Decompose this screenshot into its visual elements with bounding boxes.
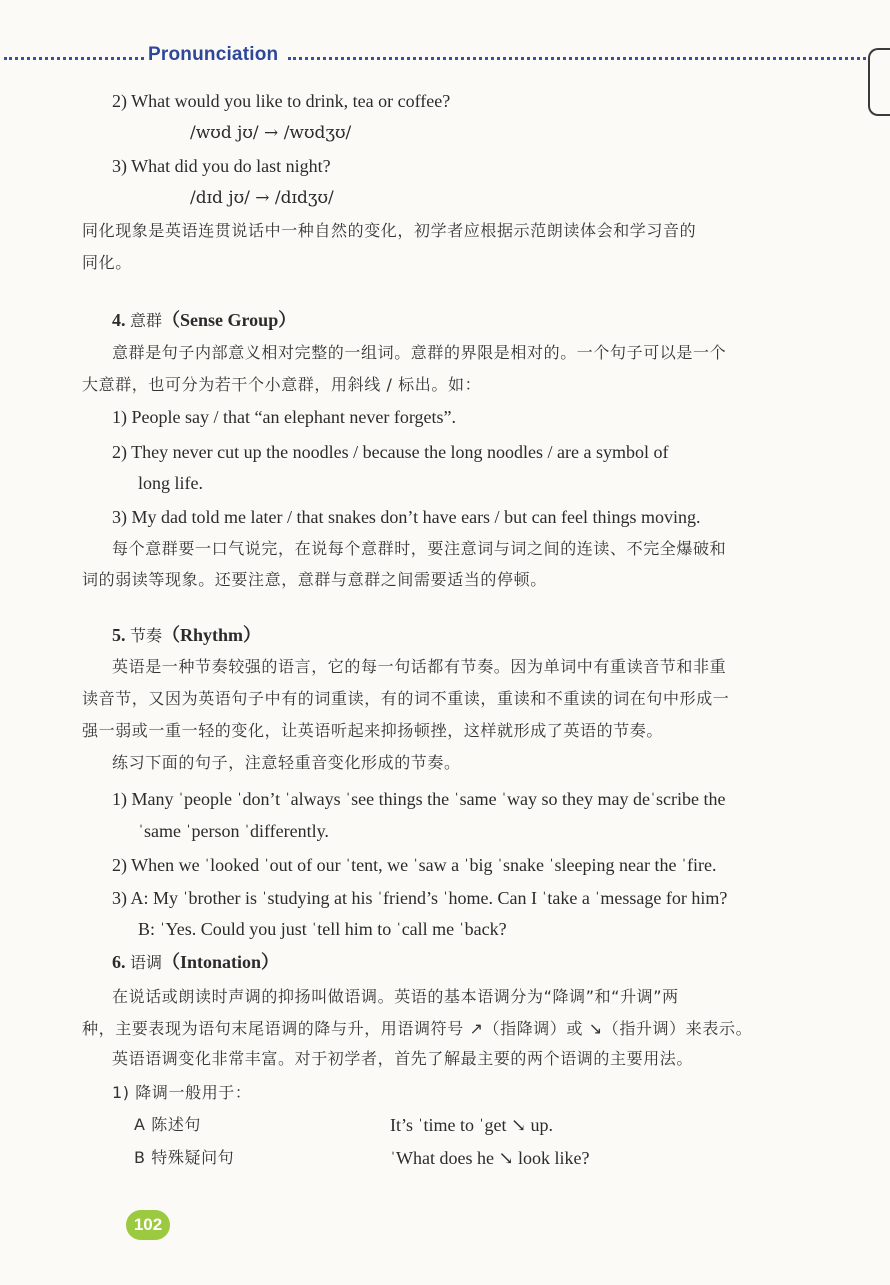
section-title: Pronunciation <box>148 44 279 65</box>
heading-en: （Sense Group） <box>162 310 297 330</box>
heading-intonation <box>112 951 279 974</box>
sense-group-para-2-line-1: 每个意群要一口气说完，在说每个意群时，要注意词与词之间的连读、不完全爆破和 <box>112 539 727 558</box>
sense-group-para-2-line-2: 词的弱读等现象。还要注意，意群与意群之间需要适当的停顿。 <box>82 570 547 589</box>
heading-zh: 节奏 <box>130 626 163 645</box>
rhythm-para-1-line-2: 读音节，又因为英语句子中有的词重读，有的词不重读，重读和不重读的词在句中形成一 <box>82 689 730 708</box>
assimilation-note-line-2: 同化。 <box>82 253 132 272</box>
heading-number: 6. <box>112 952 126 972</box>
heading-zh: 意群 <box>130 311 163 330</box>
assimilation-note-line-1: 同化现象是英语连贯说话中一种自然的变化，初学者应根据示范朗读体会和学习音的 <box>82 221 697 240</box>
heading-en: （Rhythm） <box>162 625 262 645</box>
page-corner-tab <box>868 48 890 116</box>
heading-number: 5. <box>112 625 126 645</box>
header-dots-right <box>288 57 866 60</box>
heading-rhythm <box>112 624 261 647</box>
example-2-question: 2) What would you like to drink, tea or coffee? <box>112 91 451 111</box>
example-3-question: 3) What did you do last night? <box>112 156 331 176</box>
rhythm-example-1-line-2: ˈsame ˈperson ˈdifferently. <box>138 821 329 841</box>
rhythm-para-1-line-3: 强一弱或一重一轻的变化，让英语听起来抑扬顿挫，这样就形成了英语的节奏。 <box>82 721 664 740</box>
intonation-para-1-line-2: 种，主要表现为语句末尾语调的降与升，用语调符号 ↗（指降调）或 ↘（指升调）来表示。 <box>82 1019 753 1038</box>
sense-group-para-1-line-2: 大意群，也可分为若干个小意群，用斜线 / 标出。如： <box>82 375 482 394</box>
rhythm-example-2: 2) When we ˈlooked ˈout of our ˈtent, we ˈsaw a ˈbig ˈsnake ˈsleeping near the ˈfire. <box>112 855 717 875</box>
sense-group-example-2-line-1: 2) They never cut up the noodles / because the long noodles / are a symbol of <box>112 442 669 462</box>
example-2-ipa: /wʊd jʊ/ → /wʊdʒʊ/ <box>190 123 352 143</box>
rhythm-para-2: 练习下面的句子，注意轻重音变化形成的节奏。 <box>112 753 461 772</box>
page-header <box>0 44 890 72</box>
sentence-example-b: ˈWhat does he ↘ look like? <box>390 1148 590 1168</box>
sentence-type-a: A 陈述句 <box>134 1115 202 1134</box>
rhythm-example-1-line-1: 1) Many ˈpeople ˈdon’t ˈalways ˈsee things the ˈsame ˈway so they may deˈscribe the <box>112 789 726 809</box>
heading-sense-group <box>112 309 296 332</box>
heading-number: 4. <box>112 310 126 330</box>
sense-group-example-3: 3) My dad told me later / that snakes don’t have ears / but can feel things moving. <box>112 507 701 527</box>
falling-tone-subheading: 1) 降调一般用于： <box>112 1083 252 1102</box>
sense-group-example-2-line-2: long life. <box>138 473 203 493</box>
sense-group-para-1-line-1: 意群是句子内部意义相对完整的一组词。意群的界限是相对的。一个句子可以是一个 <box>112 343 727 362</box>
sense-group-example-1: 1) People say / that “an elephant never forgets”. <box>112 407 457 427</box>
header-dots-left <box>4 57 144 60</box>
example-3-ipa: /dɪd jʊ/ → /dɪdʒʊ/ <box>190 188 334 208</box>
rhythm-para-1-line-1: 英语是一种节奏较强的语言，它的每一句话都有节奏。因为单词中有重读音节和非重 <box>112 657 727 676</box>
intonation-para-2: 英语语调变化非常丰富。对于初学者，首先了解最主要的两个语调的主要用法。 <box>112 1049 694 1068</box>
sentence-example-a: It’s ˈtime to ˈget ↘ up. <box>390 1115 554 1135</box>
rhythm-example-3-a: 3) A: My ˈbrother is ˈstudying at his ˈfriend’s ˈhome. Can I ˈtake a ˈmessage for him? <box>112 888 728 908</box>
intonation-para-1-line-1: 在说话或朗读时声调的抑扬叫做语调。英语的基本语调分为“降调”和“升调”两 <box>112 987 679 1006</box>
page-number-badge: 102 <box>126 1210 170 1240</box>
rhythm-example-3-b: B: ˈYes. Could you just ˈtell him to ˈcall me ˈback? <box>138 919 507 939</box>
heading-zh: 语调 <box>130 953 163 972</box>
sentence-type-b: B 特殊疑问句 <box>134 1148 235 1167</box>
heading-en: （Intonation） <box>162 952 280 972</box>
